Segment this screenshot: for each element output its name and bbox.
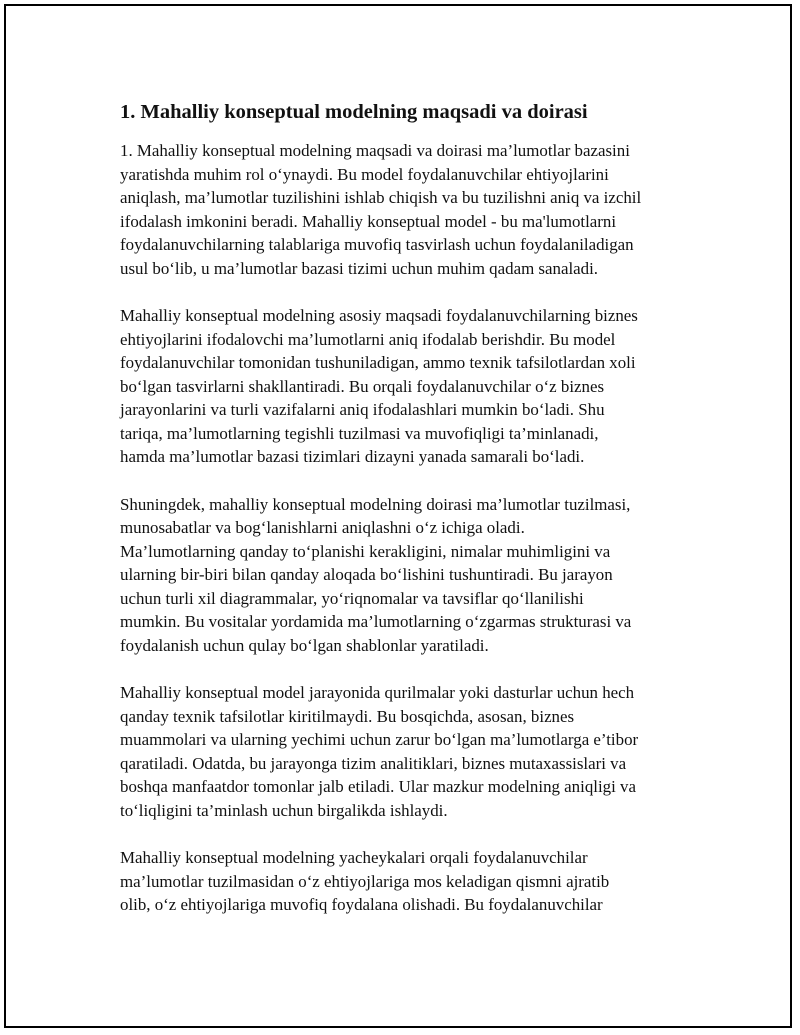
- text-line: foydalanish uchun qulay bo‘lgan shablonlar yaratiladi.: [120, 635, 489, 655]
- text-line: Mahalliy konseptual modelning yacheykalari orqali foydalanuvchilar: [120, 848, 588, 867]
- text-line: ehtiyojlarini ifodalovchi ma’lumotlarni aniq ifodalab berishdir. Bu model: [120, 329, 616, 349]
- paragraph-5: [120, 846, 700, 917]
- text-line: qaratiladi. Odatda, bu jarayonga tizim analitiklari, biznes mutaxassislari va: [120, 753, 627, 773]
- text-line: qanday texnik tafsilotlar kiritilmaydi. Bu bosqichda, asosan, biznes: [120, 706, 575, 726]
- text-line: Ma’lumotlarning qanday to‘planishi kerakligini, nimalar muhimligini va: [120, 541, 611, 561]
- paragraph-2: [120, 304, 700, 469]
- text-line: tariqa, ma’lumotlarning tegishli tuzilmasi va muvofiqligi ta’minlanadi,: [120, 423, 599, 443]
- text-line: ifodalash imkonini beradi. Mahalliy konseptual model - bu ma'lumotlarni: [120, 211, 617, 231]
- text-line: aniqlash, ma’lumotlar tuzilishini ishlab chiqish va bu tuzilishni aniq va izchil: [120, 188, 642, 207]
- text-line: olib, o‘z ehtiyojlariga muvofiq foydalana olishadi. Bu foydalanuvchilar: [120, 895, 603, 914]
- text-line: uchun turli xil diagrammalar, yo‘riqnomalar va tavsiflar qo‘llanilishi: [120, 588, 584, 608]
- text-line: munosabatlar va bog‘lanishlarni aniqlashni o‘z ichiga oladi.: [120, 518, 525, 537]
- section-heading: 1. Mahalliy konseptual modelning maqsadi va doirasi: [120, 101, 588, 123]
- document-body: [120, 98, 700, 941]
- text-line: jarayonlarini va turli vazifalarni aniq ifodalashlari mumkin bo‘ladi. Shu: [120, 400, 605, 419]
- text-line: ularning bir-biri bilan qanday aloqada bo‘lishini tushuntiradi. Bu jarayon: [120, 565, 613, 584]
- text-line: mumkin. Bu vositalar yordamida ma’lumotlarning o‘zgarmas strukturasi va: [120, 612, 632, 631]
- text-line: Shuningdek, mahalliy konseptual modelning doirasi ma’lumotlar tuzilmasi,: [120, 494, 631, 514]
- text-line: 1. Mahalliy konseptual modelning maqsadi va doirasi ma’lumotlar bazasini: [120, 141, 630, 160]
- text-line: Mahalliy konseptual modelning asosiy maqsadi foydalanuvchilarning biznes: [120, 306, 638, 325]
- paragraph-3: [120, 493, 700, 658]
- text-line: usul bo‘lib, u ma’lumotlar bazasi tizimi uchun muhim qadam sanaladi.: [120, 258, 598, 278]
- text-line: foydalanuvchilarning talablariga muvofiq tasvirlash uchun foydalaniladigan: [120, 235, 634, 254]
- text-line: to‘liqligini ta’minlash uchun birgalikda ishlaydi.: [120, 800, 448, 820]
- text-line: yaratishda muhim rol o‘ynaydi. Bu model foydalanuvchilar ehtiyojlarini: [120, 164, 609, 184]
- text-line: muammolari va ularning yechimi uchun zarur bo‘lgan ma’lumotlarga e’tibor: [120, 730, 639, 749]
- paragraph-1: [120, 139, 700, 280]
- paragraph-4: [120, 681, 700, 822]
- text-line: bo‘lgan tasvirlarni shakllantiradi. Bu orqali foydalanuvchilar o‘z biznes: [120, 376, 605, 396]
- text-line: Mahalliy konseptual model jarayonida qurilmalar yoki dasturlar uchun hech: [120, 683, 635, 702]
- text-line: ma’lumotlar tuzilmasidan o‘z ehtiyojlariga mos keladigan qismni ajratib: [120, 871, 610, 891]
- text-line: boshqa manfaatdor tomonlar jalb etiladi. Ular mazkur modelning aniqligi va: [120, 777, 636, 796]
- text-line: foydalanuvchilar tomonidan tushuniladigan, ammo texnik tafsilotlardan xoli: [120, 353, 636, 372]
- page-frame: [4, 4, 792, 1028]
- text-line: hamda ma’lumotlar bazasi tizimlari dizayni yanada samarali bo‘ladi.: [120, 447, 585, 466]
